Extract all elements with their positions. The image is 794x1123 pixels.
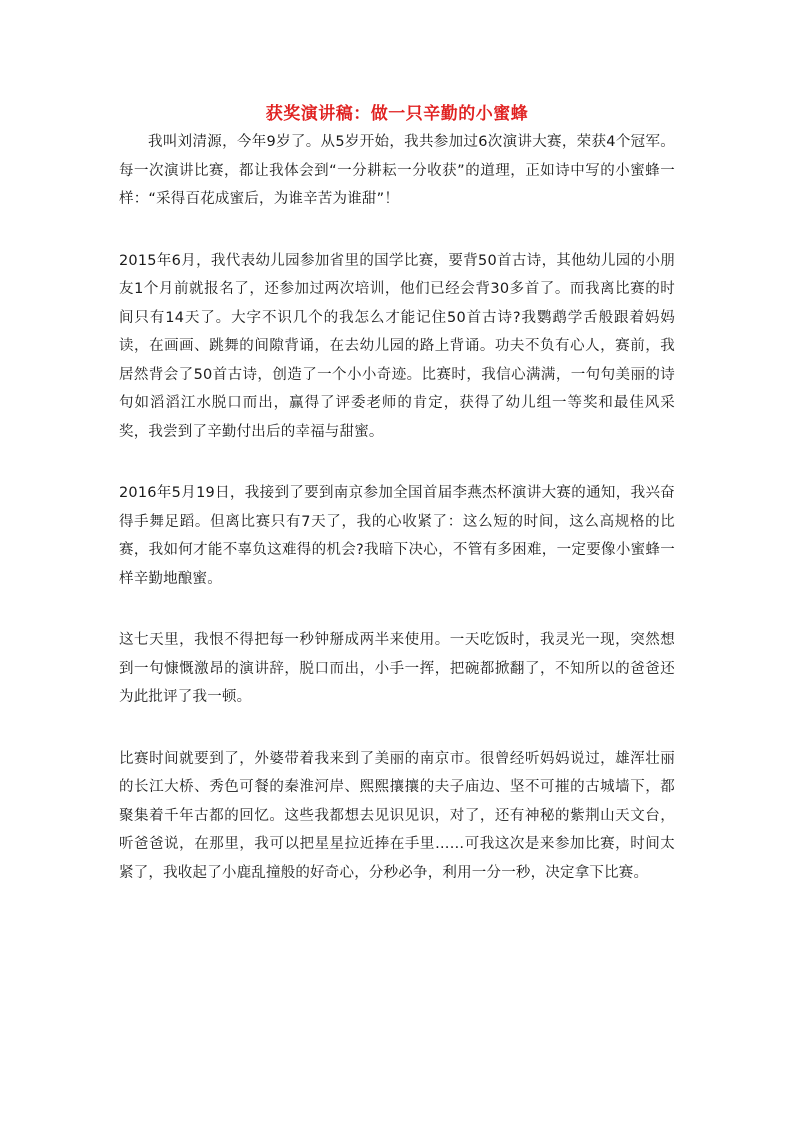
paragraph-2015-competition: 2015年6月，我代表幼儿园参加省里的国学比赛，要背50首古诗，其他幼儿园的小朋友1个月前就报名了，还参加过两次培训，他们已经会背30多首了。而我离比赛的时间只有14天了。大字不识几个的我怎么才能记住50首古诗?我鹦鹉学舌般跟着妈妈读，在画画、跳舞的间隙背诵，在去幼儿园的路上背诵。功夫不负有心人，赛前，我居然背会了50首古诗，创造了一个小小奇迹。比赛时，我信心满满，一句句美丽的诗句如滔滔江水脱口而出，赢得了评委老师的肯定，获得了幼儿组一等奖和最佳风采奖，我尝到了辛勤付出后的幸福与甜蜜。	[119, 252, 675, 440]
paragraph-spacer	[119, 214, 675, 247]
paragraph-spacer	[119, 712, 675, 745]
document-title: 获奖演讲稿：做一只辛勤的小蜜蜂	[265, 104, 529, 124]
paragraph-intro: 我叫刘清源，今年9岁了。从5岁开始，我共参加过6次演讲大赛，荣获4个冠军。每一次演讲比赛，都让我体会到“一分耕耘一分收获”的道理，正如诗中写的小蜜蜂一样：“采得百花成蜜后，为谁辛苦为谁甜”！	[119, 134, 675, 207]
paragraph-nanjing: 比赛时间就要到了，外婆带着我来到了美丽的南京市。很曾经听妈妈说过，雄浑壮丽的长江大桥、秀色可餐的秦淮河岸、熙熙攘攘的夫子庙边、坚不可摧的古城墙下，都聚集着千年古都的回忆。这些我都想去见识见识，对了，还有神秘的紫荆山天文台，听爸爸说，在那里，我可以把星星拉近捧在手里……可我这次是来参加比赛，时间太紧了，我收起了小鹿乱撞般的好奇心，分秒必争，利用一分一秒，决定拿下比赛。	[119, 750, 675, 881]
paragraph-spacer	[119, 593, 675, 626]
document-page	[119, 100, 675, 887]
paragraph-2016-notice: 2016年5月19日，我接到了要到南京参加全国首届李燕杰杯演讲大赛的通知，我兴奋得手舞足蹈。但离比赛只有7天了，我的心收紧了：这么短的时间，这么高规格的比赛，我如何才能不辜负这难得的机会?我暗下决心，不管有多困难，一定要像小蜜蜂一样辛勤地酿蜜。	[119, 485, 675, 587]
paragraph-spacer	[119, 446, 675, 479]
paragraph-seven-days: 这七天里，我恨不得把每一秒钟掰成两半来使用。一天吃饭时，我灵光一现，突然想到一句慷慨激昂的演讲辞，脱口而出，小手一挥，把碗都掀翻了，不知所以的爸爸还为此批评了我一顿。	[119, 632, 675, 705]
